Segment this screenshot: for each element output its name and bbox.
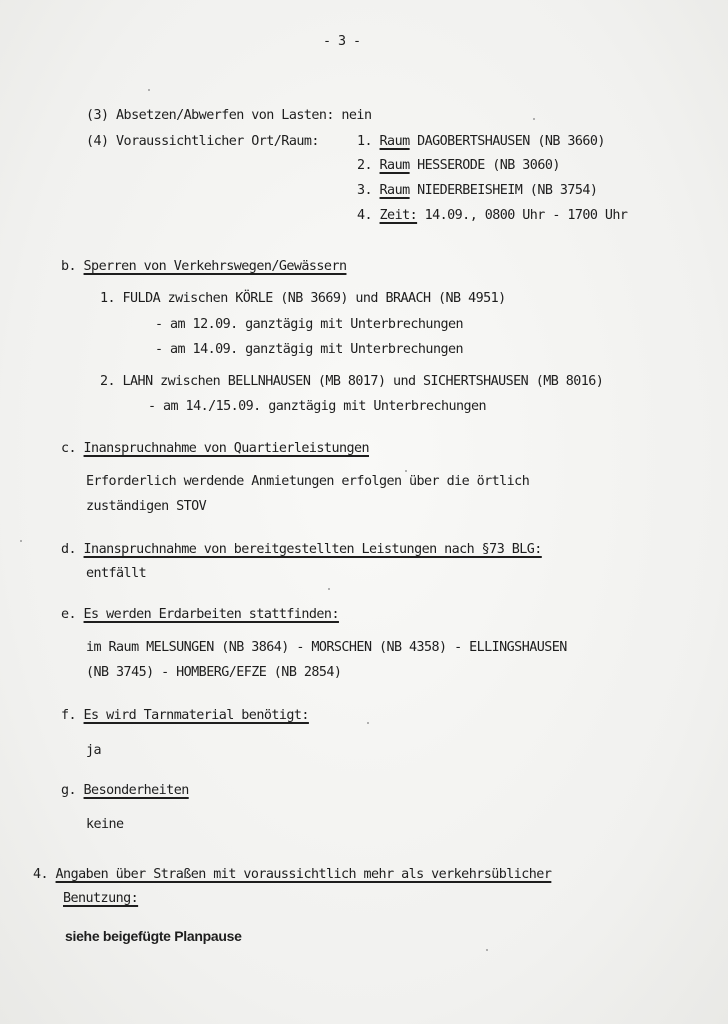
location-number: 3. [357, 183, 373, 198]
section-heading-text: Sperren von Verkehrswegen/Gewässern [83, 259, 347, 274]
section-g-heading [61, 783, 189, 799]
section-b-heading [61, 259, 346, 275]
section-heading-text: Inanspruchnahme von bereitgestellten Leistungen nach §73 BLG: [83, 542, 542, 557]
section-d-body: entfällt [86, 566, 147, 581]
section-letter: e. [61, 607, 77, 622]
location-1 [357, 134, 605, 150]
location-key: Raum [379, 183, 410, 198]
section-heading-text: Besonderheiten [83, 783, 189, 798]
location-2 [357, 158, 560, 174]
location-text: NIEDERBEISHEIM (NB 3754) [417, 183, 598, 198]
location-text: HESSERODE (NB 3060) [417, 158, 560, 173]
section-d-heading [61, 542, 542, 558]
closure-1-line-1: - am 12.09. ganztägig mit Unterbrechungen [155, 317, 463, 332]
scan-speck [367, 722, 369, 724]
section-f-heading [61, 708, 309, 724]
scan-speck [20, 540, 22, 542]
section-heading-text: Es wird Tarnmaterial benötigt: [83, 708, 309, 723]
location-key: Raum [379, 134, 410, 149]
section-4-heading [33, 867, 551, 883]
closure-2-line-1: - am 14./15.09. ganztägig mit Unterbrechungen [148, 399, 487, 414]
location-number: 2. [357, 158, 373, 173]
item-3-loads: (3) Absetzen/Abwerfen von Lasten: nein [86, 108, 372, 123]
section-letter: f. [61, 708, 77, 723]
scan-speck [328, 588, 330, 590]
section-c-body-2: zuständigen STOV [86, 499, 207, 514]
location-text: DAGOBERTSHAUSEN (NB 3660) [417, 134, 605, 149]
section-number: 4. [33, 867, 49, 882]
location-number: 4. [357, 208, 373, 223]
closure-2-title: 2. LAHN zwischen BELLNHAUSEN (MB 8017) und SICHERTSHAUSEN (MB 8016) [100, 374, 604, 389]
section-heading-text: Es werden Erdarbeiten stattfinden: [83, 607, 339, 622]
location-number: 1. [357, 134, 373, 149]
section-e-heading [61, 607, 339, 623]
closure-1-line-2: - am 14.09. ganztägig mit Unterbrechungen [155, 342, 463, 357]
section-heading-text: Angaben über Straßen mit voraussichtlich mehr als verkehrsüblicher [55, 867, 552, 882]
location-key: Zeit: [379, 208, 418, 223]
location-3 [357, 183, 597, 199]
section-e-body-2: (NB 3745) - HOMBERG/EFZE (NB 2854) [86, 665, 342, 680]
location-text: 14.09., 0800 Uhr - 1700 Uhr [424, 208, 628, 223]
section-4-heading-line-2 [63, 891, 138, 907]
scan-speck [405, 470, 407, 472]
scan-speck [486, 949, 488, 951]
section-c-body-1: Erforderlich werdende Anmietungen erfolgen über die örtlich [86, 474, 530, 489]
section-letter: g. [61, 783, 77, 798]
item-4-location-label: (4) Voraussichtlicher Ort/Raum: [86, 134, 319, 149]
section-letter: c. [61, 441, 77, 456]
closure-1-title: 1. FULDA zwischen KÖRLE (NB 3669) und BRAACH (NB 4951) [100, 291, 506, 306]
section-letter: d. [61, 542, 77, 557]
section-letter: b. [61, 259, 77, 274]
section-f-body: ja [86, 743, 102, 758]
section-c-heading [61, 441, 369, 457]
page-number: - 3 - [323, 34, 361, 49]
location-key: Raum [379, 158, 410, 173]
scan-speck [533, 118, 535, 120]
section-heading-text: Benutzung: [63, 891, 139, 906]
scan-speck [148, 89, 150, 91]
location-4-time [357, 208, 627, 224]
section-heading-text: Inanspruchnahme von Quartierleistungen [83, 441, 369, 456]
section-e-body-1: im Raum MELSUNGEN (NB 3864) - MORSCHEN (NB 4358) - ELLINGSHAUSEN [86, 640, 567, 655]
section-g-body: keine [86, 817, 124, 832]
section-4-body: siehe beigefügte Planpause [65, 928, 242, 944]
